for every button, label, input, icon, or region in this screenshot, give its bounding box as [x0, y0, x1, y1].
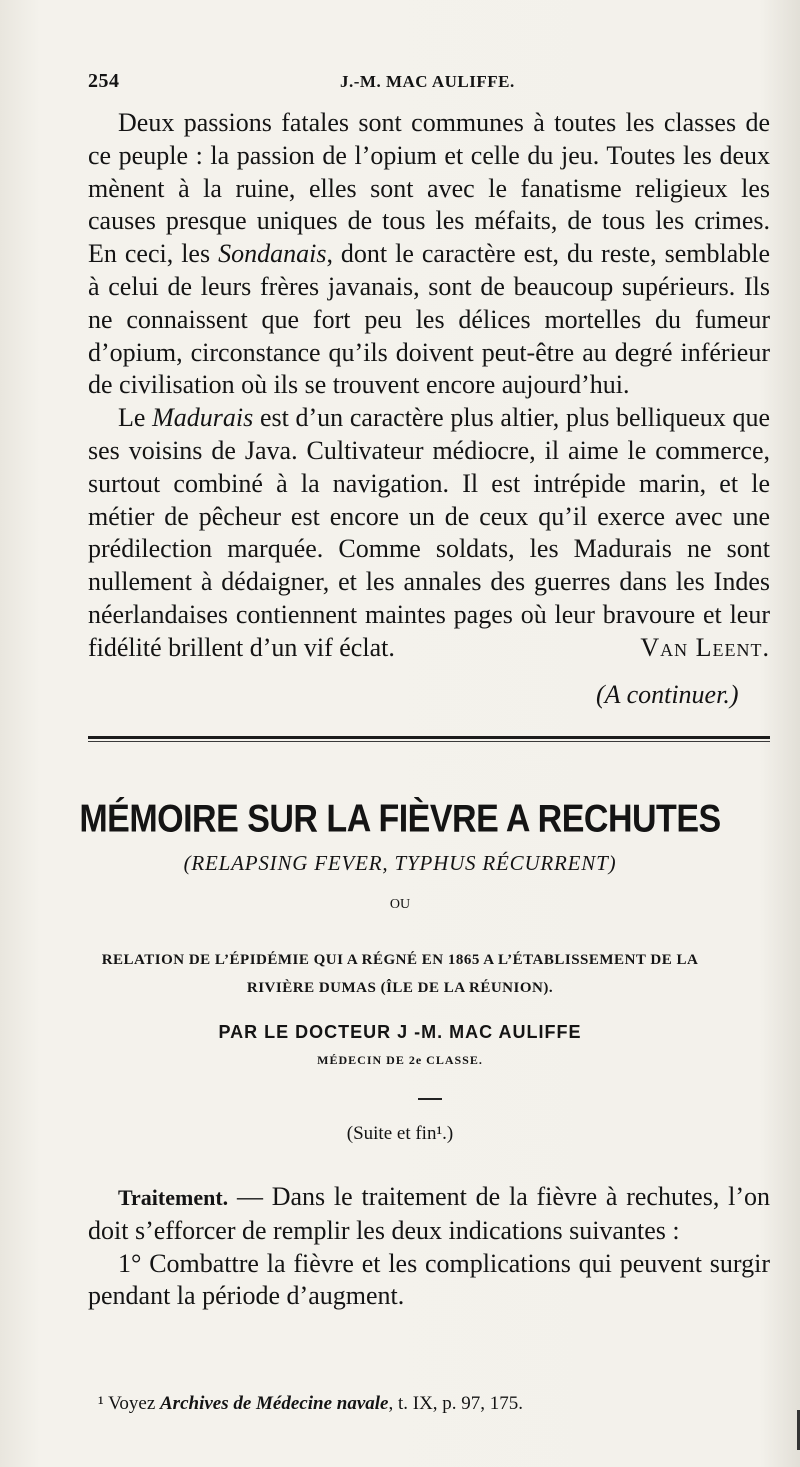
footnote-mark: ¹ [98, 1393, 104, 1414]
footnote-ref: , t. IX, p. 97, 175. [388, 1393, 524, 1414]
treatment-intro: — Dans le traitement de la fièvre à rechutes, l’on doit s’efforcer de remplir les deux indications suivantes : [88, 1182, 770, 1245]
article-title: MÉMOIRE SUR LA FIÈVRE A RECHUTES [79, 797, 721, 841]
treatment-term: Traitement. [118, 1185, 229, 1210]
footnote-source: Archives de Médecine navale [160, 1393, 389, 1414]
footnote [98, 1393, 768, 1415]
main-text [88, 107, 770, 665]
signature: Van Leent. [640, 632, 770, 662]
paragraph-2-term: Madurais [152, 403, 254, 433]
article-subtitle: (RELAPSING FEVER, TYPHUS RÉCURRENT) [183, 851, 617, 875]
running-title: J.-M. MAC AULIFFE. [340, 72, 515, 91]
treatment-section [88, 1181, 770, 1313]
article-relation [0, 946, 800, 1002]
section-divider [88, 736, 770, 739]
article-author: PAR LE DOCTEUR J -M. MAC AULIFFE [218, 1022, 582, 1042]
paragraph-1 [88, 107, 770, 402]
treatment-item-1: 1° Combattre la fièvre et les complications qui peuvent surgir pendant la période d’augment. [88, 1248, 770, 1311]
section-divider-thin [88, 741, 770, 742]
treatment-paragraph [88, 1181, 770, 1248]
paragraph-2-text-a: Le [118, 403, 153, 433]
suite-et-fin: (Suite et fin¹.) [346, 1123, 454, 1144]
footnote-prefix: Voyez [103, 1393, 160, 1414]
article-ou: OU [389, 897, 411, 912]
paragraph-2 [88, 402, 770, 664]
author-rank: MÉDECIN DE 2e CLASSE. [317, 1053, 483, 1067]
paragraph-1-text-a: Deux passions fatales sont communes à toutes les classes de ce peuple : la passion de l’opium et celle du jeu. Toutes les deux mènent à la ruine, elles sont avec le fanatisme religieux les causes presque uniques de tous les méfaits, de tous les crimes. En ceci, les [88, 108, 770, 269]
paragraph-2-text-b: est d’un caractère plus altier, plus belliqueux que ses voisins de Java. Cultivateur médiocre, il aime le commerce, surtout combiné à la navigation. Il est intrépide marin, et le métier de pêcheur est encore un de ceux qu’il exerce avec une prédilection marquée. Comme soldats, les Madurais ne sont nullement à dédaigner, et les annales des guerres dans les Indes néerlandaises contiennent maintes pages où leur bravoure et leur fidélité brillent d’un vif éclat. [88, 403, 770, 662]
paragraph-1-term: Sondanais [218, 239, 327, 269]
relation-line-1: RELATION DE L’ÉPIDÉMIE QUI A RÉGNÉ EN 1865 A L’ÉTABLISSEMENT DE LA [101, 952, 699, 968]
short-rule [418, 1098, 442, 1100]
page-header [88, 70, 778, 100]
relation-line-2: RIVIÈRE DUMAS (ÎLE DE LA RÉUNION). [246, 980, 554, 996]
paragraph-1-text-b: , dont le caractère est, du reste, semblable à celui de leurs frères javanais, sont de beaucoup supérieurs. Ils ne connaissent que fort peu les délices mortelles du fumeur d’opium, circonstance qu’ils doivent peut-être au degré inférieur de civilisation où ils se trouvent encore aujourd’hui. [88, 239, 771, 400]
to-be-continued: (A continuer.) [596, 680, 739, 709]
page-number: 254 [88, 70, 120, 92]
